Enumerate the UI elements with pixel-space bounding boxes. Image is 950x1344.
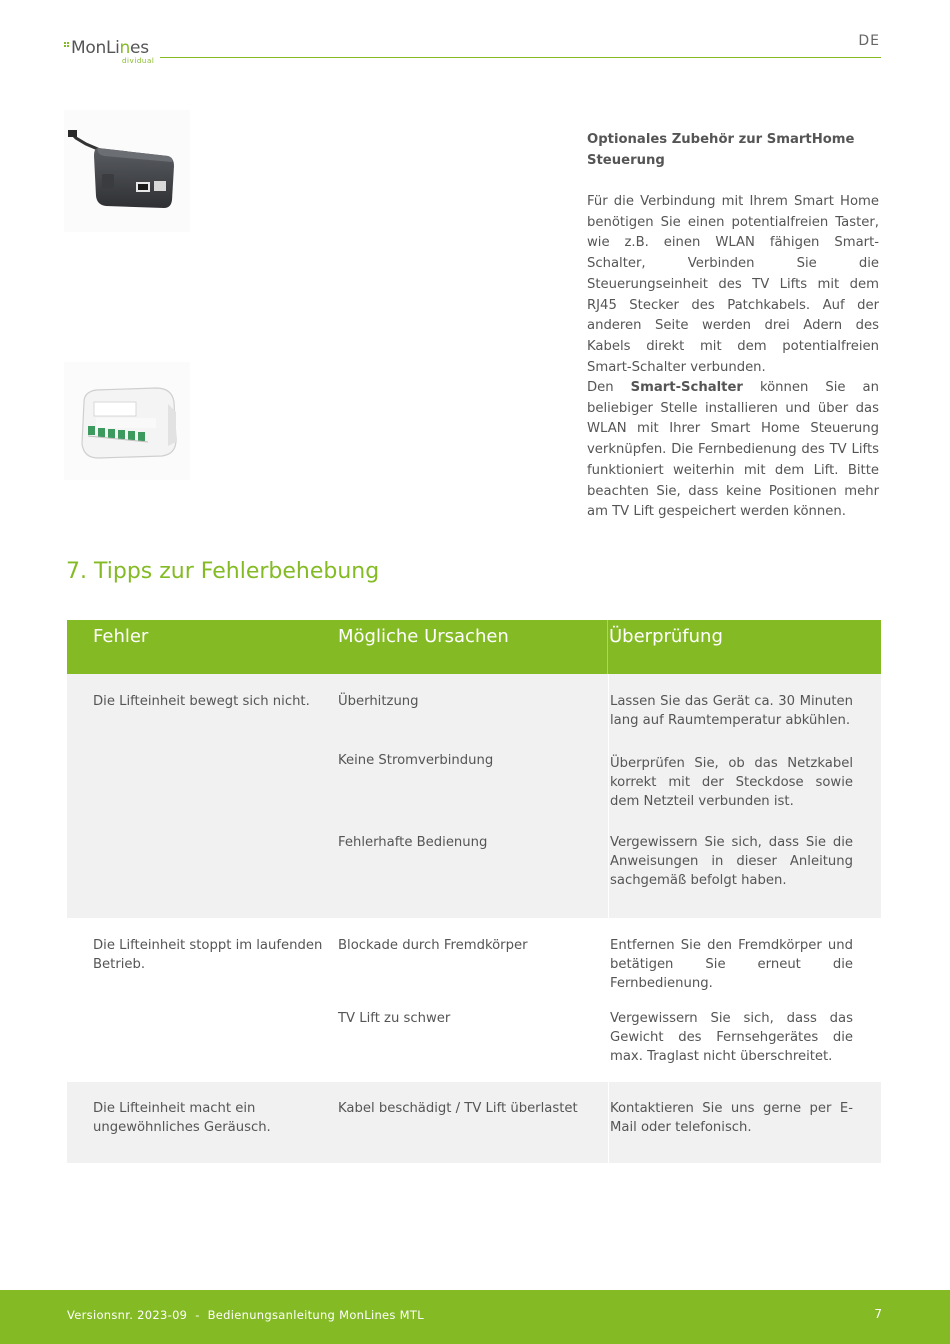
smart-switch-term: Smart-Schalter (630, 380, 743, 395)
logo-wordmark: MonLines (71, 38, 149, 58)
logo-tagline: dividual (122, 57, 155, 65)
optional-accessory-paragraph: Für die Verbindung mit Ihrem Smart Home benötigen Sie einen potentialfreien Taster, wie z.B. einen WLAN fähigen Smart-Schalter, Verbinden Sie die Steuerungseinheit des TV Lifts mit dem RJ45 Stecker des Patchkabels. Auf der anderen Seite werden drei Adern des Kabels direkt mit dem potentialfreien Smart-Schalter verbunden. (587, 194, 879, 375)
column-header-causes: Mögliche Ursachen (338, 626, 509, 647)
column-divider (608, 1082, 609, 1163)
cause-cell: Fehlerhafte Bedienung (338, 835, 488, 850)
page-number: 7 (874, 1307, 882, 1321)
cause-cell: Kabel beschädigt / TV Lift überlastet (338, 1101, 578, 1116)
smart-switch-image (64, 362, 190, 480)
cause-cell: TV Lift zu schwer (338, 1011, 451, 1026)
check-cell: Überprüfen Sie, ob das Netzkabel korrekt mit der Steckdose sowie dem Netzteil verbunden ist. (610, 756, 853, 810)
header-column-divider (607, 620, 608, 674)
page-footer (0, 1290, 950, 1344)
check-cell: Kontaktieren Sie uns gerne per E-Mail oder telefonisch. (610, 1101, 853, 1136)
cause-cell: Blockade durch Fremdkörper (338, 938, 528, 953)
column-divider (608, 674, 609, 918)
header-divider (160, 57, 881, 58)
smart-switch-paragraph: Den Smart-Schalter können Sie an beliebiger Stelle installieren und über das WLAN mit Ihrer Smart Home Steuerung verknüpfen. Die Fernbedienung des TV Lifts funktioniert weiterhin mit dem Lift. Bitte beachten Sie, dass keine Positionen mehr am TV Lift gespeichert werden können. (587, 380, 879, 520)
cause-cell: Überhitzung (338, 694, 419, 709)
column-header-error: Fehler (93, 626, 149, 647)
error-cell: Die Lifteinheit stoppt im laufenden Betrieb. (93, 938, 323, 973)
check-cell: Vergewissern Sie sich, dass Sie die Anweisungen in dieser Anleitung sachgemäß befolgt haben. (610, 835, 853, 889)
logo-dots-icon (64, 42, 70, 48)
optional-accessory-title: Optionales Zubehör zur SmartHome Steuerung (587, 132, 855, 168)
check-cell: Lassen Sie das Gerät ca. 30 Minuten lang auf Raumtemperatur abkühlen. (610, 694, 853, 729)
error-cell: Die Lifteinheit bewegt sich nicht. (93, 694, 310, 709)
check-cell: Entfernen Sie den Fremdkörper und betätigen Sie erneut die Fernbedienung. (610, 938, 853, 992)
section-title: 7. Tipps zur Fehlerbehebung (66, 559, 380, 584)
error-cell: Die Lifteinheit macht ein ungewöhnliches Geräusch. (93, 1101, 271, 1136)
cause-cell: Keine Stromverbindung (338, 753, 494, 768)
table-header (67, 620, 881, 674)
language-label: DE (858, 33, 880, 49)
power-adapter-image (64, 110, 190, 232)
check-cell: Vergewissern Sie sich, dass das Gewicht des Fernsehgerätes die max. Traglast nicht überschreitet. (610, 1011, 853, 1065)
column-header-check: Überprüfung (609, 626, 723, 647)
footer-version-text: Versionsnr. 2023-09 - Bedienungsanleitung MonLines MTL (67, 1308, 424, 1322)
